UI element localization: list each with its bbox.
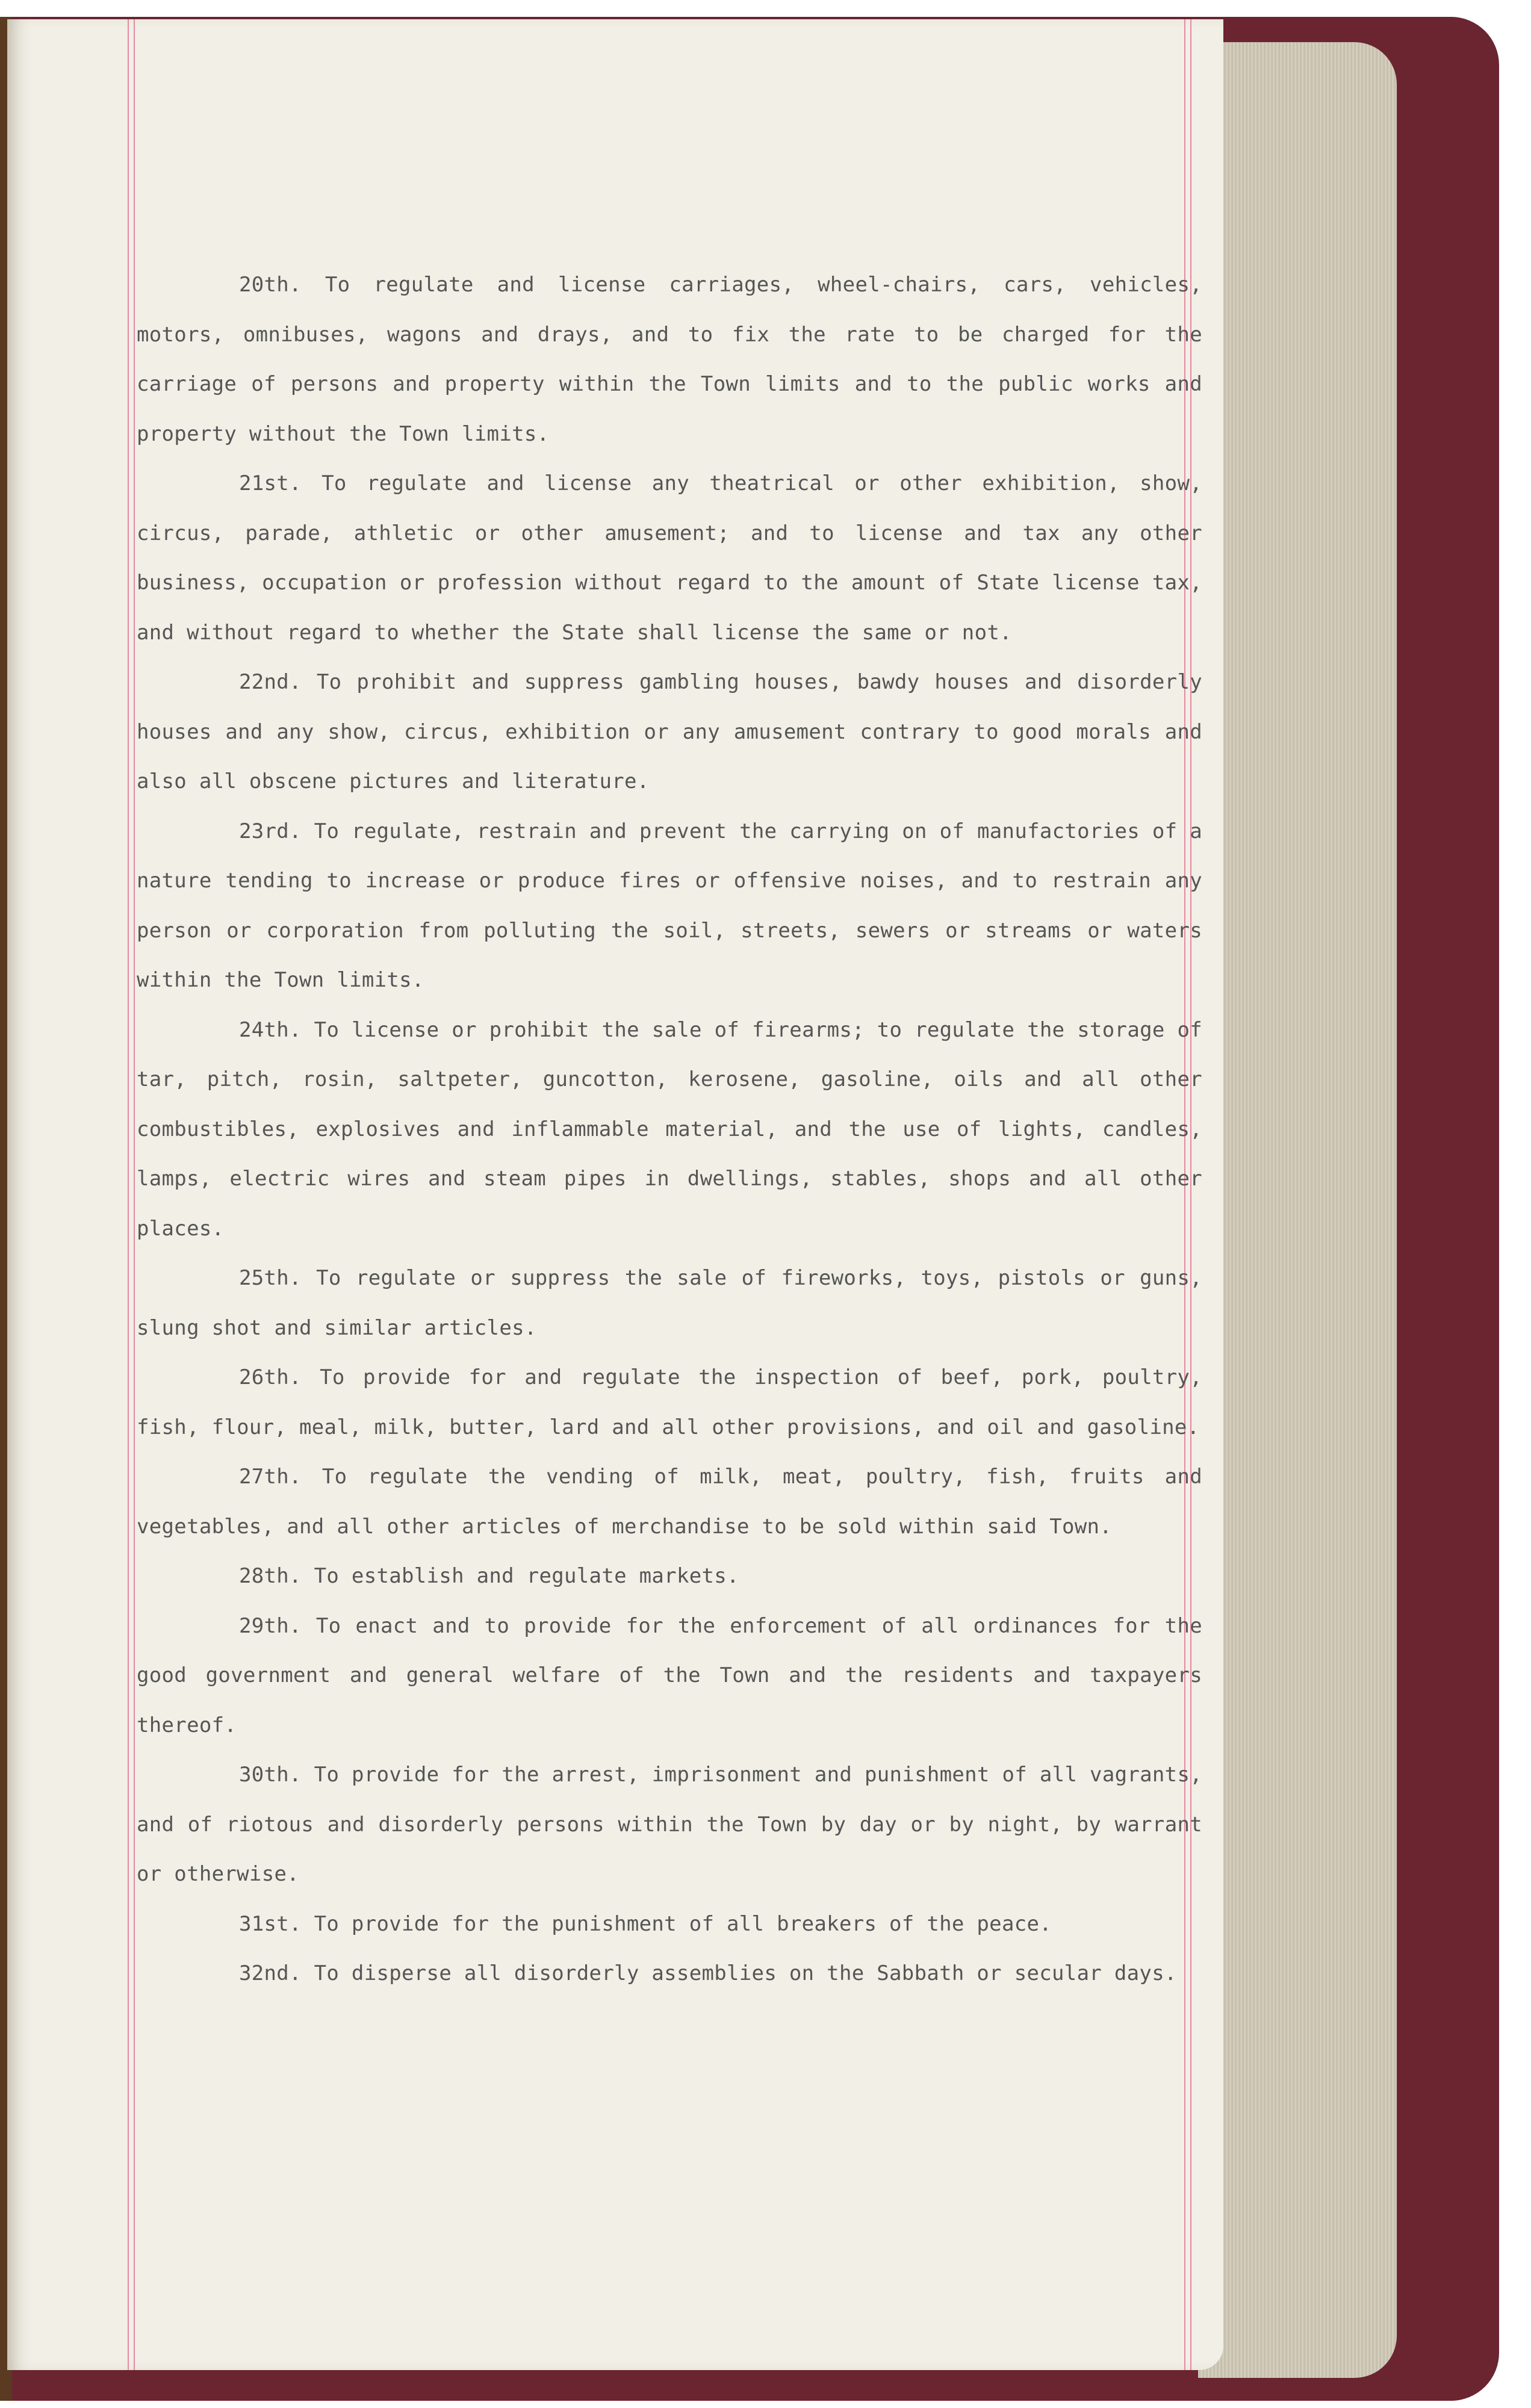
paragraph-31st: 31st. To provide for the punishment of all breakers of the peace. (239, 1911, 1052, 1936)
paragraph-32nd: 32nd. To disperse all disorderly assemblies on the Sabbath or secular days. (239, 1961, 1177, 1985)
typed-text-body (137, 260, 1202, 1999)
paragraph-29th: 29th. To enact and to provide for the enforcement of all ordinances for the good government and general welfare of the Town and the residents and taxpayers thereof. (137, 1613, 1202, 1737)
paragraph-23rd: 23rd. To regulate, restrain and prevent the carrying on of manufactories of a nature tending to increase or produce fires or offensive noises, and to restrain any person or corporation from polluting the soil, streets, sewers or streams or waters within the Town limits. (137, 819, 1202, 992)
paragraph-24th: 24th. To license or prohibit the sale of firearms; to regulate the storage of tar, pitch, rosin, saltpeter, guncotton, kerosene, gasoline, oils and all other combustibles, explosives and inflammable material, and the use of lights, candles, lamps, electric wires and steam pipes in dwellings, stables, shops and all other places. (137, 1017, 1202, 1241)
paragraph-26th: 26th. To provide for and regulate the inspection of beef, pork, poultry, fish, flour, meal, milk, butter, lard and all other provisions, and oil and gasoline. (137, 1365, 1202, 1439)
paragraph-27th: 27th. To regulate the vending of milk, meat, poultry, fish, fruits and vegetables, and all other articles of merchandise to be sold within said Town. (137, 1465, 1202, 1539)
page-stack-edge (1198, 42, 1397, 2378)
left-margin-rule (128, 19, 135, 2370)
paragraph-22nd: 22nd. To prohibit and suppress gambling houses, bawdy houses and disorderly houses and any show, circus, exhibition or any amusement contrary to good morals and also all obscene pictures and literature. (137, 670, 1202, 793)
paragraph-25th: 25th. To regulate or suppress the sale of fireworks, toys, pistols or guns, slung shot and similar articles. (137, 1266, 1202, 1340)
paragraph-21st: 21st. To regulate and license any theatrical or other exhibition, show, circus, parade, athletic or other amusement; and to license and tax any other business, occupation or profession without regard to the amount of State license tax, and without regard to whether the State shall license the same or not. (137, 471, 1202, 645)
paragraph-30th: 30th. To provide for the arrest, imprisonment and punishment of all vagrants, and of riotous and disorderly persons within the Town by day or by night, by warrant or otherwise. (137, 1763, 1202, 1886)
paragraph-28th: 28th. To establish and regulate markets. (239, 1564, 739, 1588)
ledger-page (7, 19, 1223, 2370)
paragraph-20th: 20th. To regulate and license carriages, wheel-chairs, cars, vehicles, motors, omnibuses, wagons and drays, and to fix the rate to be charged for the carriage of persons and property within the Town limits and to the public works and property without the Town limits. (137, 273, 1202, 446)
